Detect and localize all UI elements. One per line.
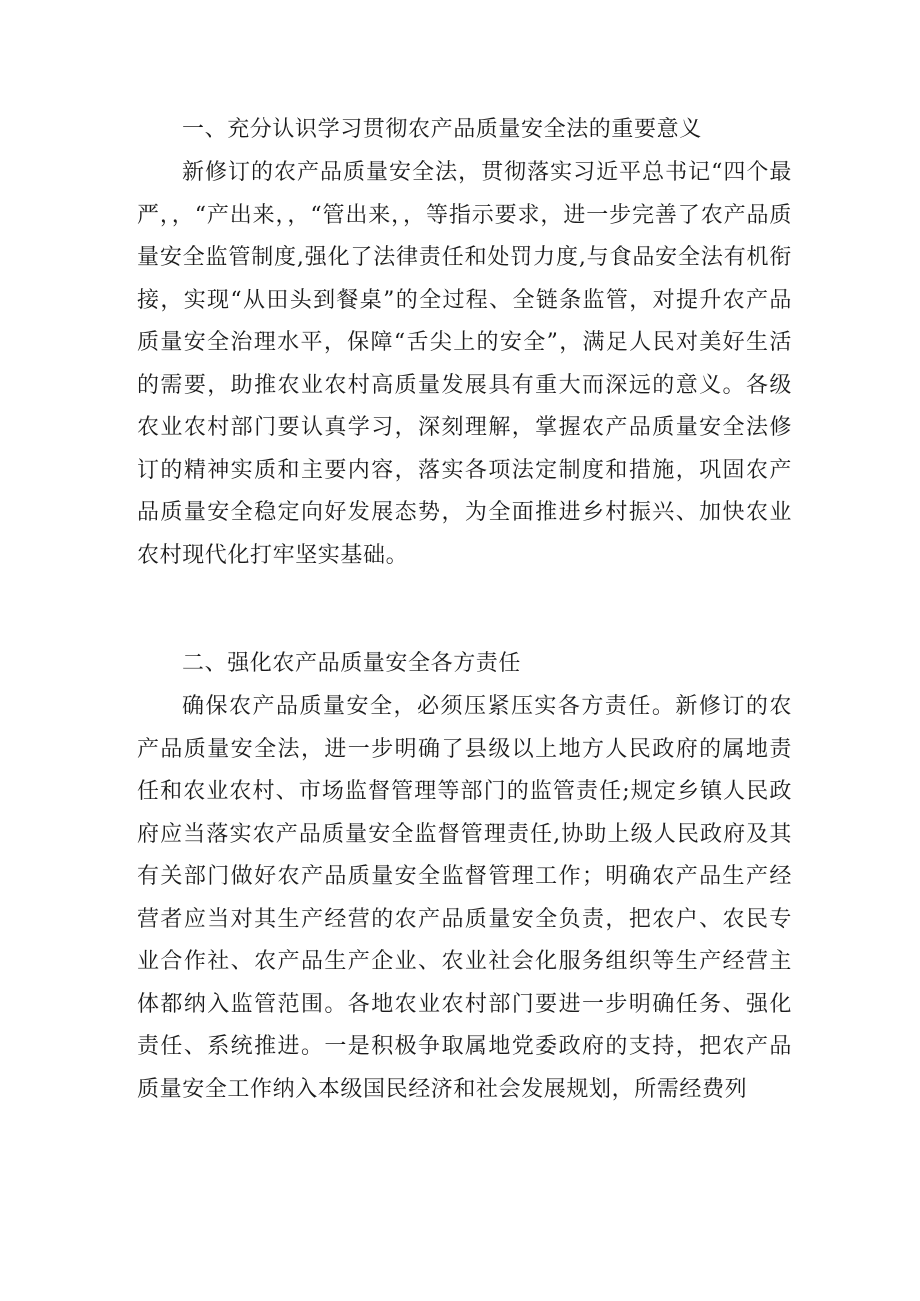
section-2-paragraph: 确保农产品质量安全，必须压紧压实各方责任。新修订的农产品质量安全法，进一步明确了县级以上地方人民政府的属地责任和农业农村、市场监督管理等部门的监管责任;规定乡镇人民政府应当落实农产品质量安全监督管理责任,协助上级人民政府及其有关部门做好农产品质量安全监督管理工作；明确农产品生产经营者应当对其生产经营的农产品质量安全负责，把农户、农民专业合作社、农产品生产企业、农业社会化服务组织等生产经营主体都纳入监管范围。各地农业农村部门要进一步明确任务、强化责任、系统推进。一是积极争取属地党委政府的支持，把农产品质量安全工作纳入本级国民经济和社会发展规划，所需经费列	[137, 694, 792, 1102]
section-2-heading: 二、强化农产品质量安全各方责任	[182, 651, 522, 676]
section-1-heading: 一、充分认识学习贯彻农产品质量安全法的重要意义	[182, 117, 702, 142]
section-1-paragraph: 新修订的农产品质量安全法，贯彻落实习近平总书记“四个最严，，“产出来，，“管出来，，等指示要求，进一步完善了农产品质量安全监管制度,强化了法律责任和处罚力度,与食品安全法有机衔接，实现“从田头到餐桌”的全过程、全链条监管，对提升农产品质量安全治理水平，保障“舌尖上的安全”，满足人民对美好生活的需要，助推农业农村高质量发展具有重大而深远的意义。各级农业农村部门要认真学习，深刻理解，掌握农产品质量安全法修订的精神实质和主要内容，落实各项法定制度和措施，巩固农产品质量安全稳定向好发展态势，为全面推进乡村振兴、加快农业农村现代化打牢坚实基础。	[137, 160, 792, 568]
